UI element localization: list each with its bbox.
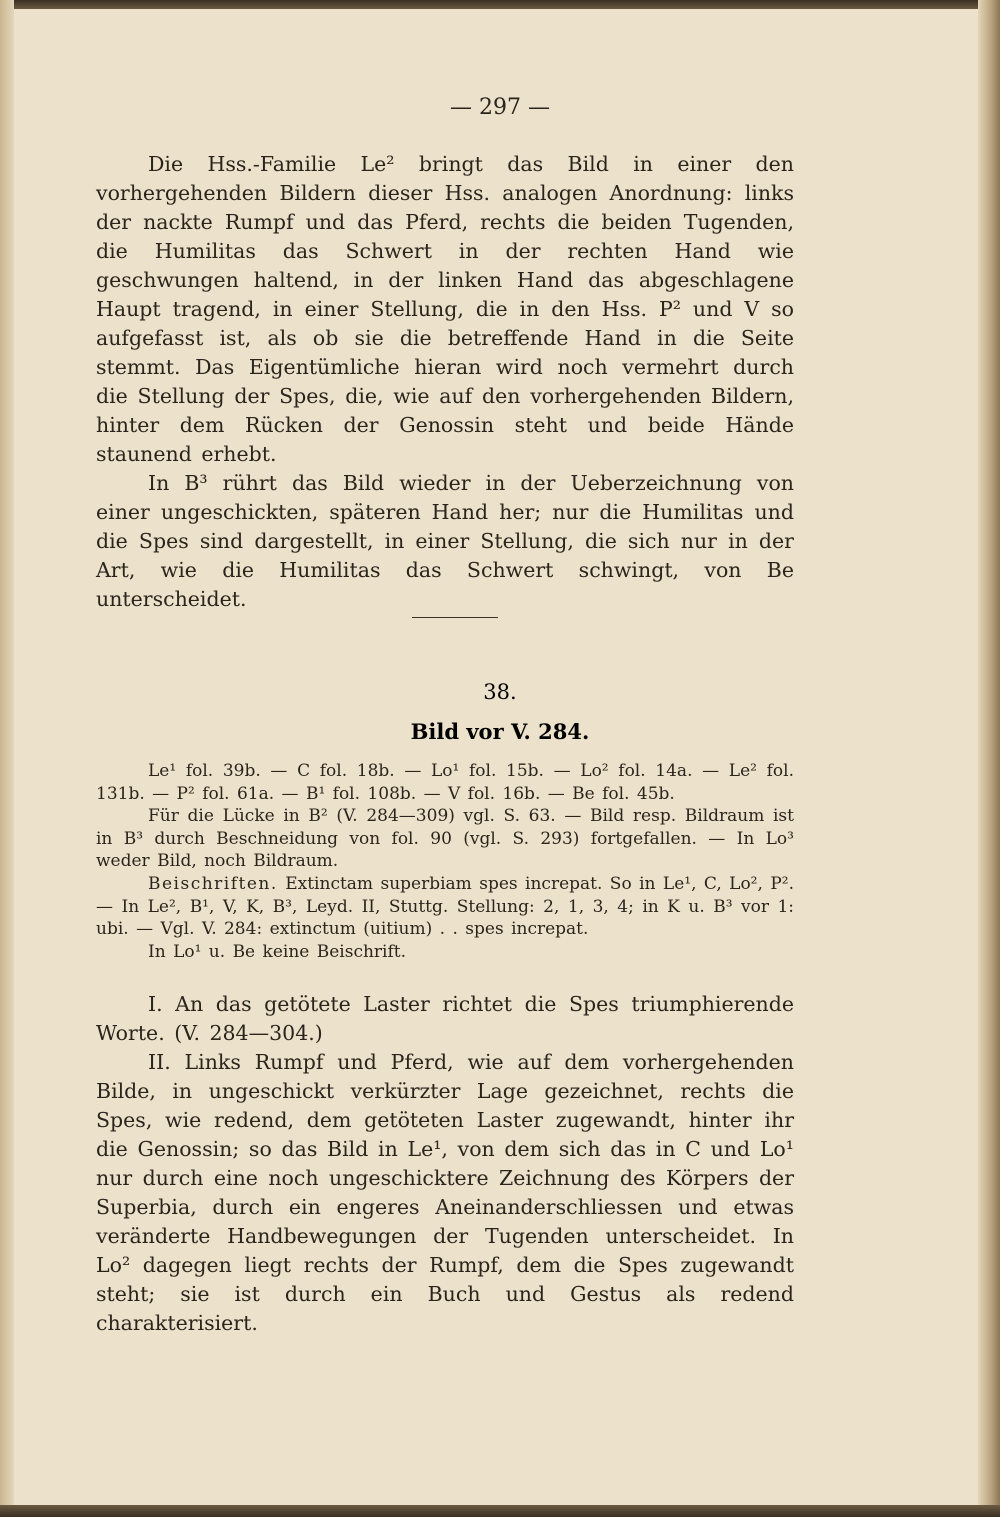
analysis-paragraph-2: II. Links Rumpf und Pferd, wie auf dem vorhergehenden Bilde, in ungeschickt verkürzter Lage gezeichnet, rechts die Spes, wie redend, dem getöteten Laster zugewandt, hinter ihr die Genossin; so das Bild in Le¹, von dem sich das in C und Lo¹ nur durch eine noch ungeschicktere Zeichnung des Körpers der Superbia, durch ein engeres Aneinanderschliessen und etwas veränderte Handbewegungen der Tugenden unterscheidet. In Lo² dagegen liegt rechts der Rumpf, dem die Spes zugewandt steht; sie ist durch ein Buch und Gestus als redend charakterisiert. [96, 1050, 794, 1335]
notes-inscriptions [96, 873, 794, 941]
inscriptions-label: Beischriften. [148, 873, 278, 894]
page-right-edge [978, 0, 1000, 1517]
section-number: 38. [483, 680, 517, 704]
notes-manuscripts: Le¹ fol. 39b. — C fol. 18b. — Lo¹ fol. 15b. — Lo² fol. 14a. — Le² fol. 131b. — P² fol. 61a. — B¹ fol. 108b. — V fol. 16b. — Be fol. 45b. [96, 761, 794, 804]
analysis-paragraph-1: I. An das getötete Laster richtet die Spes triumphierende Worte. (V. 284—304.) [96, 992, 794, 1045]
page-left-edge [0, 0, 14, 1517]
page-top-edge [0, 0, 1000, 9]
page-number: — 297 — [450, 95, 550, 120]
page-bottom-edge [0, 1505, 1000, 1517]
intro-paragraph-1: Die Hss.-Familie Le² bringt das Bild in einer den vorhergehenden Bildern dieser Hss. analogen Anordnung: links der nackte Rumpf und das Pferd, rechts die beiden Tugenden, die Humilitas das Schwert in der rechten Hand wie geschwungen haltend, in der linken Hand das abgeschlagene Haupt tragend, in einer Stellung, die in den Hss. P² und V so aufgefasst ist, als ob sie die betreffende Hand in die Seite stemmt. Das Eigentümliche hieran wird noch vermehrt durch die Stellung der Spes, die, wie auf den vorhergehenden Bildern, hinter dem Rücken der Genossin steht und beide Hände staunend erhebt. [96, 152, 794, 466]
notes-lacuna: Für die Lücke in B² (V. 284—309) vgl. S. 63. — Bild resp. Bildraum ist in B³ durch Beschneidung von fol. 90 (vgl. S. 293) fortgefallen. — In Lo³ weder Bild, noch Bildraum. [96, 806, 794, 872]
analysis-text [96, 990, 794, 1338]
intro-text [96, 150, 794, 614]
intro-paragraph-2: In B³ rührt das Bild wieder in der Ueberzeichnung von einer ungeschickten, späteren Hand her; nur die Humilitas und die Spes sind dargestellt, in einer Stellung, die sich nur in der Art, wie die Humilitas das Schwert schwingt, von Be unterscheidet. [96, 471, 794, 611]
inscriptions-text: Extinctam superbiam spes increpat. So in Le¹, C, Lo², P². — In Le², B¹, V, K, B³, Leyd. II, Stuttg. Stellung: 2, 1, 3, 4; in K u. B³ vor 1: ubi. — Vgl. V. 284: extinctum (uitium) . . spes increpat. [96, 873, 794, 940]
section-divider [412, 617, 498, 618]
notes-no-inscription: In Lo¹ u. Be keine Beischrift. [148, 941, 407, 962]
section-title: Bild vor V. 284. [410, 719, 590, 744]
notes-block [96, 760, 794, 963]
